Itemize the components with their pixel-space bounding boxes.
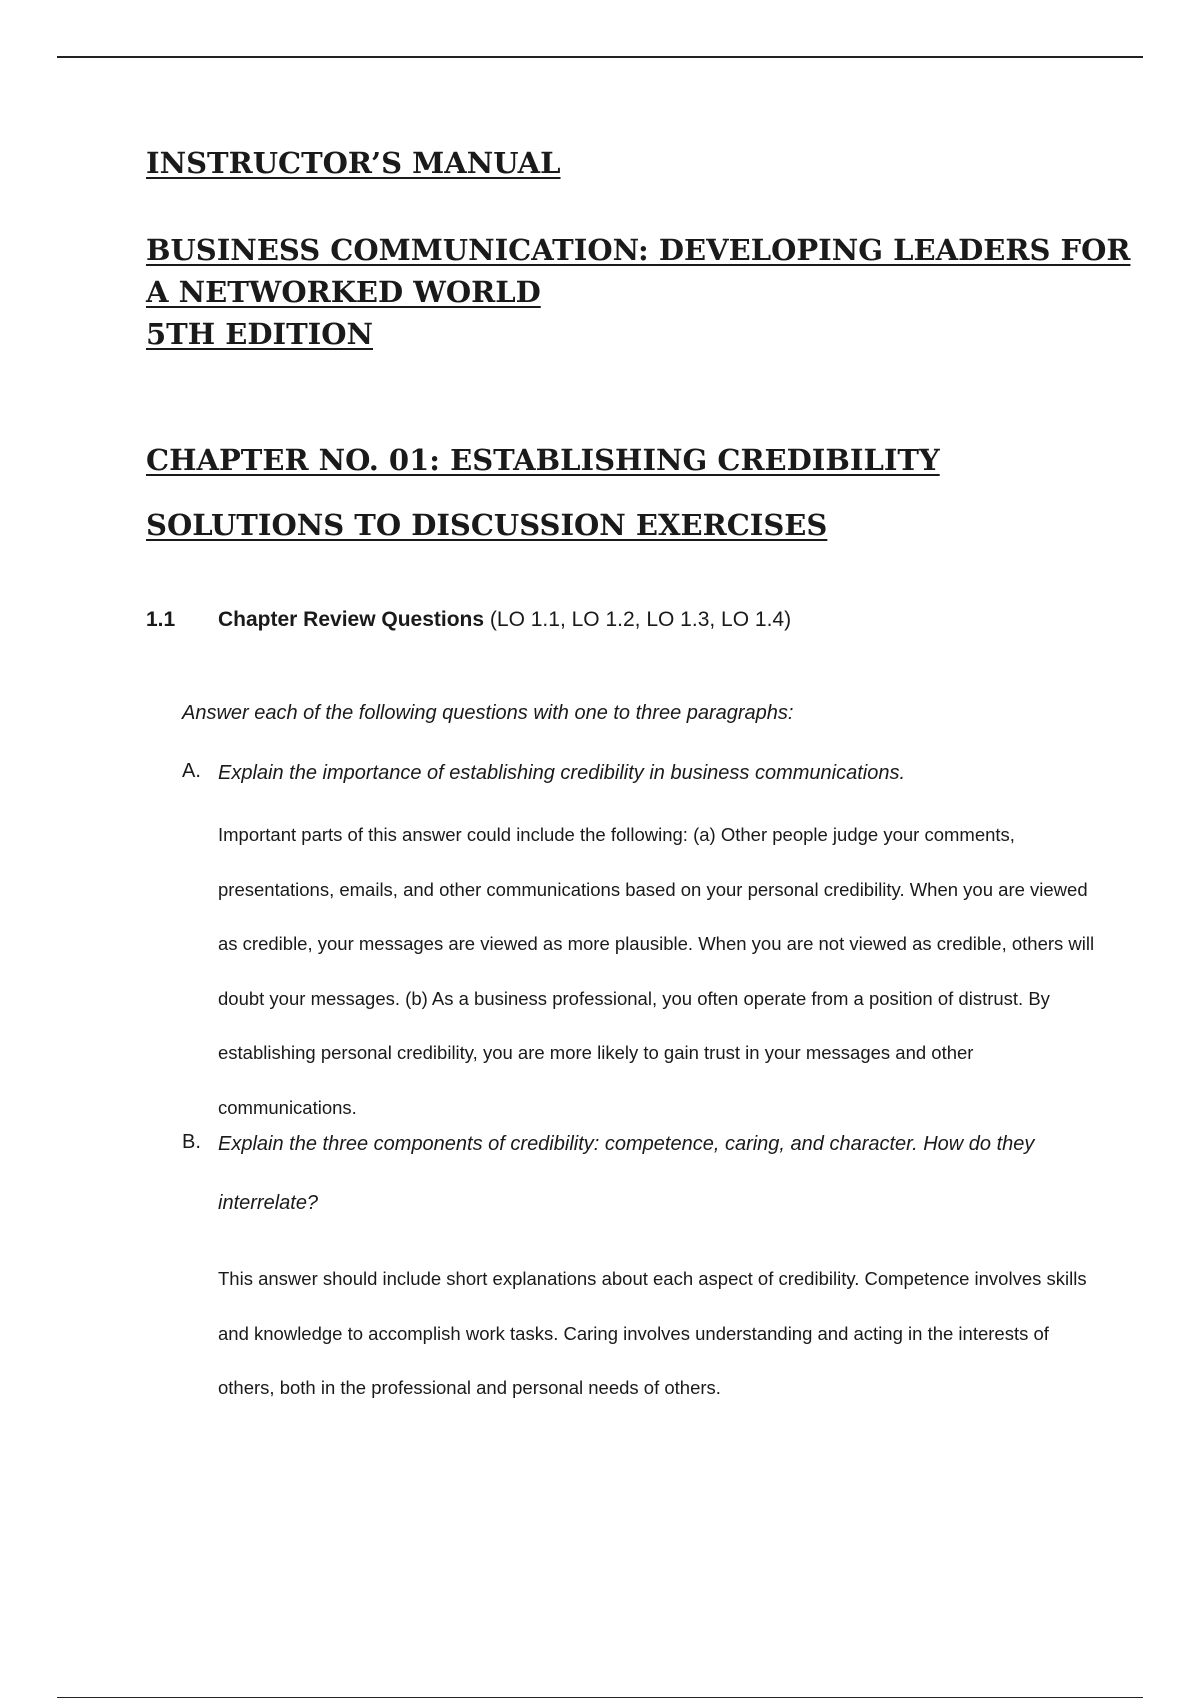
book-title-edition: 5TH EDITION <box>146 317 373 351</box>
question-marker: B. <box>182 1131 201 1153</box>
answer-a: Important parts of this answer could include the following: (a) Other people judge your comments, presentations, emails, and other communications based on your personal credibility. When you are viewed as credible, your messages are viewed as more plausible. When you are not viewed as credible, others will doubt your messages. (b) As a business professional, you often operate from a position of distrust. By establishing personal credibility, you are more likely to gain trust in your messages and other communications. <box>218 824 1095 1118</box>
section-heading <box>146 608 791 632</box>
question-text: Explain the importance of establishing credibility in business communications. <box>218 762 906 784</box>
question-marker: A. <box>182 760 201 782</box>
solutions-heading-text: SOLUTIONS TO DISCUSSION EXERCISES <box>146 508 828 542</box>
top-rule <box>57 56 1143 58</box>
manual-heading-text: INSTRUCTOR’S MANUAL <box>146 146 561 180</box>
solutions-heading <box>146 504 827 546</box>
answer-b: This answer should include short explanations about each aspect of credibility. Competence involves skills and knowledge to accomplish work tasks. Caring involves understanding and acting in the interests of others, both in the professional and personal needs of others. <box>218 1268 1087 1398</box>
bottom-rule <box>57 1697 1143 1698</box>
question-text: Explain the three components of credibility: competence, caring, and character. How do they interrelate? <box>218 1133 1035 1214</box>
manual-heading <box>146 142 561 184</box>
book-title <box>146 229 1130 355</box>
section-label: Chapter Review Questions <box>218 608 485 631</box>
section-number: 1.1 <box>146 608 176 631</box>
chapter-heading <box>146 439 940 481</box>
book-title-line-2: A NETWORKED WORLD <box>146 275 541 309</box>
instruction-text: Answer each of the following questions with one to three paragraphs: <box>182 702 794 724</box>
book-title-line-1: BUSINESS COMMUNICATION: DEVELOPING LEADERS FOR <box>146 233 1131 267</box>
section-objectives: (LO 1.1, LO 1.2, LO 1.3, LO 1.4) <box>484 608 792 631</box>
chapter-heading-text: CHAPTER NO. 01: ESTABLISHING CREDIBILITY <box>146 443 940 477</box>
